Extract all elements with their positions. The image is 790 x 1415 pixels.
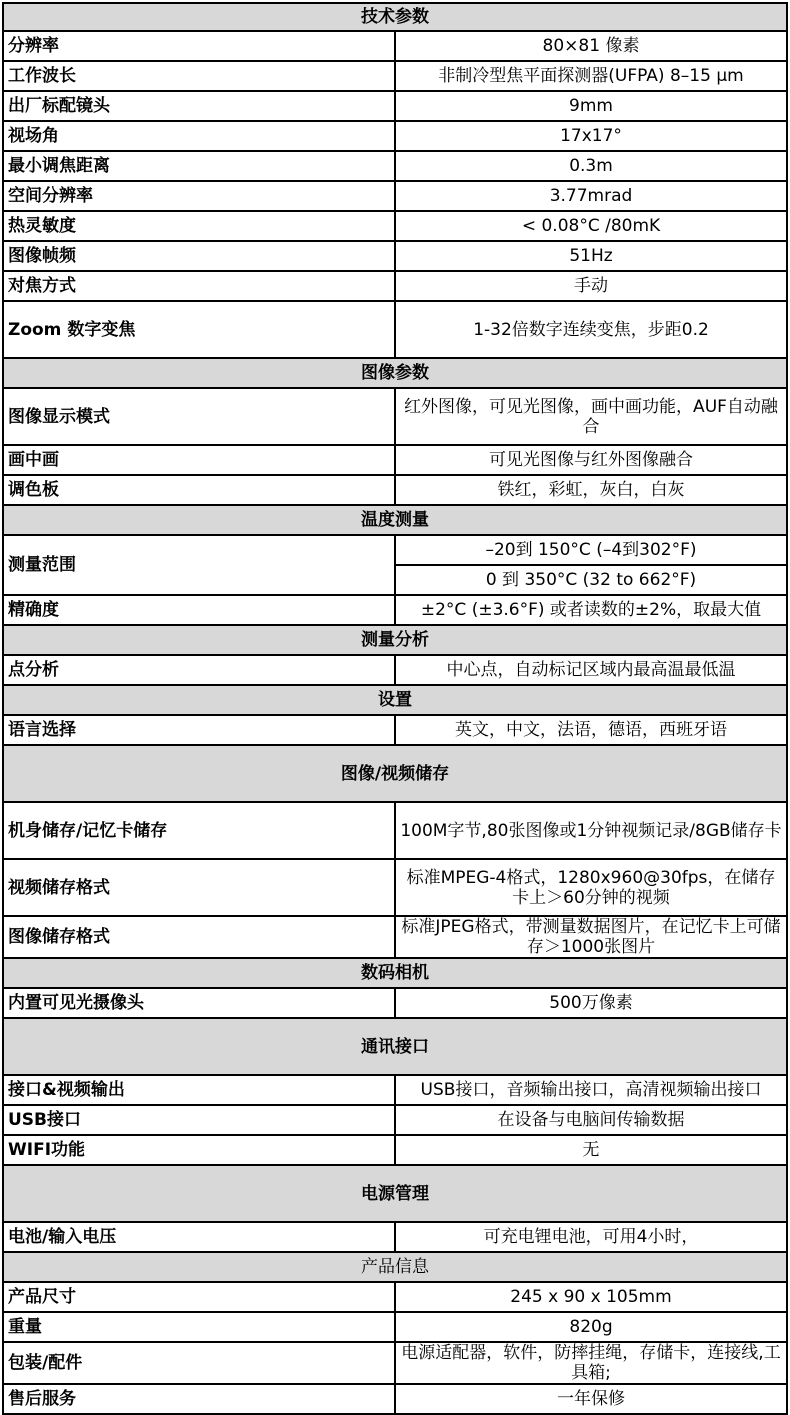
spec-value: 820g	[395, 1312, 787, 1342]
spec-label: 热灵敏度	[3, 211, 395, 241]
spec-row	[3, 916, 787, 958]
spec-label: 包装/配件	[3, 1342, 395, 1384]
section-title: 数码相机	[3, 958, 787, 988]
spec-row	[3, 241, 787, 271]
spec-value: 无	[395, 1135, 787, 1165]
spec-row	[3, 535, 787, 565]
spec-row	[3, 31, 787, 61]
spec-value: 红外图像，可见光图像，画中画功能，AUF自动融合	[395, 388, 787, 445]
spec-row	[3, 802, 787, 859]
spec-row	[3, 1342, 787, 1384]
spec-row	[3, 655, 787, 685]
spec-value: ±2°C (±3.6°F) 或者读数的±2%，取最大值	[395, 595, 787, 625]
spec-label: 空间分辨率	[3, 181, 395, 211]
spec-label: 接口&视频输出	[3, 1075, 395, 1105]
spec-value: 1-32倍数字连续变焦，步距0.2	[395, 301, 787, 358]
section-title: 设置	[3, 685, 787, 715]
spec-label: 图像储存格式	[3, 916, 395, 958]
spec-value: –20到 150°C (–4到302°F)	[395, 535, 787, 565]
spec-value: 可充电锂电池，可用4小时，	[395, 1222, 787, 1252]
spec-value: 0.3m	[395, 151, 787, 181]
section-title: 图像参数	[3, 358, 787, 388]
spec-label: USB接口	[3, 1105, 395, 1135]
spec-row	[3, 475, 787, 505]
spec-value: 手动	[395, 271, 787, 301]
spec-row	[3, 211, 787, 241]
spec-value: 可见光图像与红外图像融合	[395, 445, 787, 475]
spec-label: 图像帧频	[3, 241, 395, 271]
spec-label: 电池/输入电压	[3, 1222, 395, 1252]
section-header-row	[3, 1018, 787, 1075]
spec-value: 标准JPEG格式，带测量数据图片，在记忆卡上可储存＞1000张图片	[395, 916, 787, 958]
spec-value: 电源适配器，软件，防摔挂绳，存储卡，连接线,工具箱;	[395, 1342, 787, 1384]
spec-value: 非制冷型焦平面探测器(UFPA) 8–15 µm	[395, 61, 787, 91]
spec-label: 机身储存/记忆卡储存	[3, 802, 395, 859]
spec-row	[3, 445, 787, 475]
spec-row	[3, 121, 787, 151]
spec-value: 一年保修	[395, 1384, 787, 1414]
spec-value: 0 到 350°C (32 to 662°F)	[395, 565, 787, 595]
spec-label: 调色板	[3, 475, 395, 505]
spec-value: 100M字节,80张图像或1分钟视频记录/8GB储存卡	[395, 802, 787, 859]
spec-row	[3, 988, 787, 1018]
section-header-row	[3, 685, 787, 715]
spec-label: 产品尺寸	[3, 1282, 395, 1312]
spec-label: 工作波长	[3, 61, 395, 91]
spec-label: 内置可见光摄像头	[3, 988, 395, 1018]
spec-value: 80×81 像素	[395, 31, 787, 61]
spec-row	[3, 859, 787, 916]
spec-row	[3, 151, 787, 181]
spec-value: < 0.08°C /80mK	[395, 211, 787, 241]
spec-label: 视频储存格式	[3, 859, 395, 916]
spec-value: 标准MPEG-4格式，1280x960@30fps，在储存卡上＞60分钟的视频	[395, 859, 787, 916]
section-header-row	[3, 1252, 787, 1282]
spec-label: 画中画	[3, 445, 395, 475]
spec-label: 语言选择	[3, 715, 395, 745]
spec-table-body	[3, 3, 787, 1414]
spec-value: USB接口，音频输出接口，高清视频输出接口	[395, 1075, 787, 1105]
spec-row	[3, 715, 787, 745]
section-title: 温度测量	[3, 505, 787, 535]
spec-row	[3, 595, 787, 625]
spec-row	[3, 301, 787, 358]
section-header-row	[3, 1165, 787, 1222]
spec-row	[3, 1135, 787, 1165]
spec-row	[3, 181, 787, 211]
spec-label: 点分析	[3, 655, 395, 685]
spec-row	[3, 1282, 787, 1312]
section-title: 通讯接口	[3, 1018, 787, 1075]
spec-table	[2, 2, 788, 1415]
spec-row	[3, 1105, 787, 1135]
section-header-row	[3, 745, 787, 802]
spec-value: 500万像素	[395, 988, 787, 1018]
section-header-row	[3, 505, 787, 535]
spec-value: 51Hz	[395, 241, 787, 271]
section-title: 图像/视频储存	[3, 745, 787, 802]
section-title: 测量分析	[3, 625, 787, 655]
spec-label: 测量范围	[3, 535, 395, 595]
spec-label: 视场角	[3, 121, 395, 151]
spec-label: 售后服务	[3, 1384, 395, 1414]
spec-row	[3, 1384, 787, 1414]
spec-row	[3, 91, 787, 121]
spec-value: 3.77mrad	[395, 181, 787, 211]
spec-value: 在设备与电脑间传输数据	[395, 1105, 787, 1135]
spec-row	[3, 271, 787, 301]
spec-label: Zoom 数字变焦	[3, 301, 395, 358]
spec-row	[3, 1222, 787, 1252]
spec-row	[3, 61, 787, 91]
spec-value: 17x17°	[395, 121, 787, 151]
section-title: 电源管理	[3, 1165, 787, 1222]
spec-label: 图像显示模式	[3, 388, 395, 445]
spec-label: WIFI功能	[3, 1135, 395, 1165]
spec-row	[3, 1312, 787, 1342]
section-header-row	[3, 358, 787, 388]
spec-label: 重量	[3, 1312, 395, 1342]
spec-value: 英文，中文，法语，德语，西班牙语	[395, 715, 787, 745]
spec-label: 对焦方式	[3, 271, 395, 301]
spec-value: 铁红，彩虹，灰白，白灰	[395, 475, 787, 505]
section-header-row	[3, 625, 787, 655]
spec-label: 出厂标配镜头	[3, 91, 395, 121]
section-header-row	[3, 3, 787, 31]
section-title: 产品信息	[3, 1252, 787, 1282]
spec-value: 9mm	[395, 91, 787, 121]
section-title: 技术参数	[3, 3, 787, 31]
section-header-row	[3, 958, 787, 988]
spec-label: 精确度	[3, 595, 395, 625]
spec-value: 245 x 90 x 105mm	[395, 1282, 787, 1312]
spec-row	[3, 388, 787, 445]
spec-label: 最小调焦距离	[3, 151, 395, 181]
spec-row	[3, 1075, 787, 1105]
spec-value: 中心点，自动标记区域内最高温最低温	[395, 655, 787, 685]
spec-label: 分辨率	[3, 31, 395, 61]
